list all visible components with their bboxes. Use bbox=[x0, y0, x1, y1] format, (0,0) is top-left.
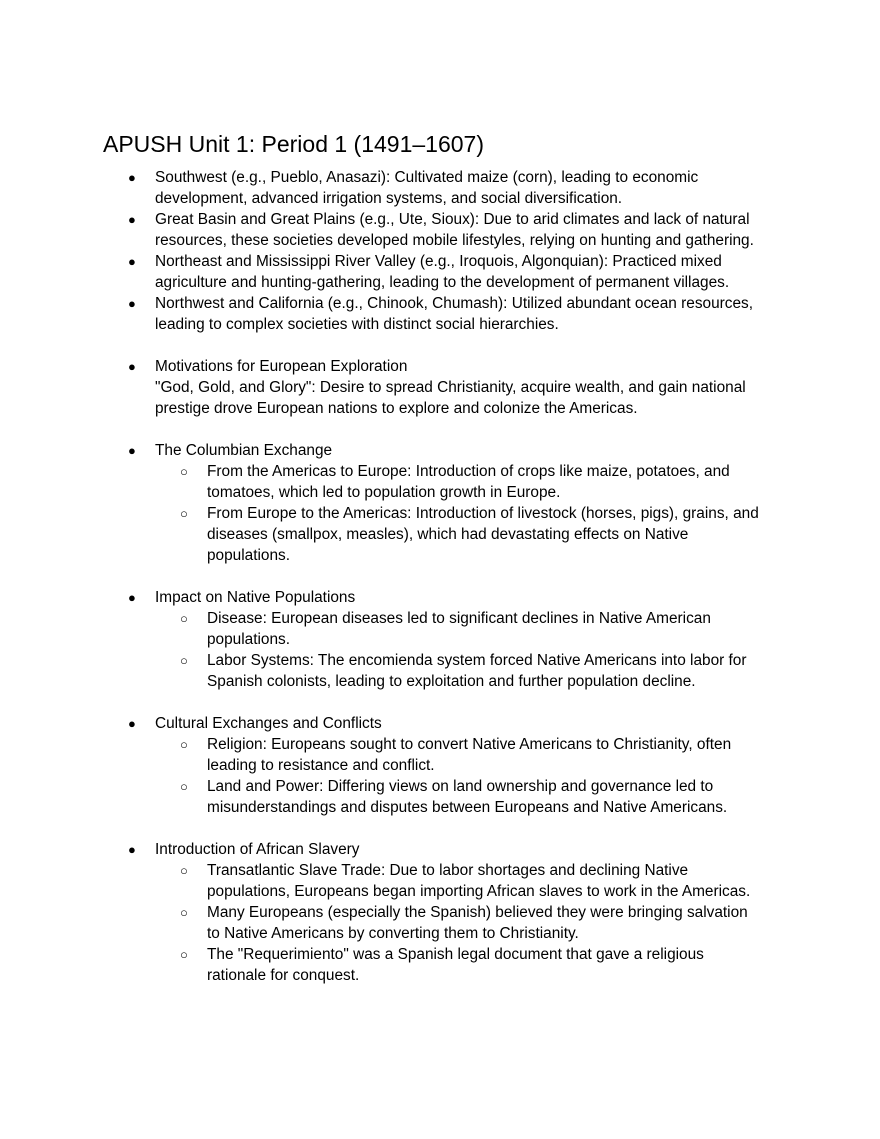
text-line: Many Europeans (especially the Spanish) believed they were bringing salvation bbox=[207, 904, 748, 921]
text-line: "God, Gold, and Glory": Desire to spread Christianity, acquire wealth, and gain national bbox=[155, 379, 746, 396]
circle-bullet-icon: ○ bbox=[180, 779, 188, 794]
list-item-region-southwest bbox=[0, 167, 880, 209]
bullet-icon: ● bbox=[128, 842, 136, 857]
bullet-icon: ● bbox=[128, 170, 136, 185]
text-line: resources, these societies developed mobile lifestyles, relying on hunting and gathering. bbox=[155, 232, 754, 249]
circle-bullet-icon: ○ bbox=[180, 947, 188, 962]
list-item-african-slavery bbox=[0, 839, 880, 860]
section-heading: Introduction of African Slavery bbox=[155, 841, 360, 858]
bullet-icon: ● bbox=[128, 254, 136, 269]
spacer bbox=[0, 566, 880, 587]
text-line: Great Basin and Great Plains (e.g., Ute, Sioux): Due to arid climates and lack of natural bbox=[155, 211, 750, 228]
text-line: Southwest (e.g., Pueblo, Anasazi): Cultivated maize (corn), leading to economic bbox=[155, 169, 699, 186]
text-line: rationale for conquest. bbox=[207, 967, 360, 984]
bullet-icon: ● bbox=[128, 716, 136, 731]
bullet-icon: ● bbox=[128, 590, 136, 605]
sub-list-item bbox=[0, 902, 880, 944]
text-line: Land and Power: Differing views on land ownership and governance led to bbox=[207, 778, 714, 795]
text-line: populations. bbox=[207, 631, 291, 648]
text-line: populations, Europeans began importing African slaves to work in the Americas. bbox=[207, 883, 751, 900]
sub-list-item bbox=[0, 944, 880, 986]
circle-bullet-icon: ○ bbox=[180, 737, 188, 752]
list-item-impact-native-populations bbox=[0, 587, 880, 608]
sub-list-item bbox=[0, 608, 880, 650]
text-line: leading to complex societies with distinct social hierarchies. bbox=[155, 316, 559, 333]
list-item-region-northwest bbox=[0, 293, 880, 335]
text-line: prestige drove European nations to explore and colonize the Americas. bbox=[155, 400, 638, 417]
sub-list-item bbox=[0, 503, 880, 566]
spacer bbox=[0, 335, 880, 356]
sub-list-item bbox=[0, 650, 880, 692]
bullet-icon: ● bbox=[128, 443, 136, 458]
circle-bullet-icon: ○ bbox=[180, 464, 188, 479]
section-heading: Motivations for European Exploration bbox=[155, 358, 408, 375]
list-item-cultural-exchanges bbox=[0, 713, 880, 734]
text-line: Transatlantic Slave Trade: Due to labor shortages and declining Native bbox=[207, 862, 689, 879]
text-line: Labor Systems: The encomienda system forced Native Americans into labor for bbox=[207, 652, 747, 669]
section-heading: Cultural Exchanges and Conflicts bbox=[155, 715, 382, 732]
circle-bullet-icon: ○ bbox=[180, 863, 188, 878]
circle-bullet-icon: ○ bbox=[180, 905, 188, 920]
text-line: From Europe to the Americas: Introduction of livestock (horses, pigs), grains, and bbox=[207, 505, 759, 522]
bullet-icon: ● bbox=[128, 359, 136, 374]
circle-bullet-icon: ○ bbox=[180, 506, 188, 521]
document-body bbox=[0, 167, 880, 986]
list-item-region-northeast bbox=[0, 251, 880, 293]
circle-bullet-icon: ○ bbox=[180, 611, 188, 626]
section-heading: The Columbian Exchange bbox=[155, 442, 333, 459]
text-line: populations. bbox=[207, 547, 291, 564]
page-title: APUSH Unit 1: Period 1 (1491–1607) bbox=[103, 131, 484, 157]
bullet-icon: ● bbox=[128, 296, 136, 311]
sub-list-item bbox=[0, 734, 880, 776]
text-line: to Native Americans by converting them to Christianity. bbox=[207, 925, 579, 942]
text-line: tomatoes, which led to population growth in Europe. bbox=[207, 484, 561, 501]
text-line: development, advanced irrigation systems, and social diversification. bbox=[155, 190, 623, 207]
text-line: From the Americas to Europe: Introduction of crops like maize, potatoes, and bbox=[207, 463, 730, 480]
bullet-icon: ● bbox=[128, 212, 136, 227]
text-line: misunderstandings and disputes between Europeans and Native Americans. bbox=[207, 799, 728, 816]
list-item-columbian-exchange bbox=[0, 440, 880, 461]
spacer bbox=[0, 419, 880, 440]
text-line: Spanish colonists, leading to exploitation and further population decline. bbox=[207, 673, 696, 690]
text-line: agriculture and hunting-gathering, leading to the development of permanent villages. bbox=[155, 274, 730, 291]
text-line: leading to resistance and conflict. bbox=[207, 757, 435, 774]
sub-list-item bbox=[0, 776, 880, 818]
text-line: Northwest and California (e.g., Chinook, Chumash): Utilized abundant ocean resources, bbox=[155, 295, 753, 312]
text-line: Religion: Europeans sought to convert Native Americans to Christianity, often bbox=[207, 736, 732, 753]
text-line: The "Requerimiento" was a Spanish legal document that gave a religious bbox=[207, 946, 704, 963]
circle-bullet-icon: ○ bbox=[180, 653, 188, 668]
section-heading: Impact on Native Populations bbox=[155, 589, 356, 606]
sub-list-item bbox=[0, 461, 880, 503]
list-item-motivations bbox=[0, 356, 880, 419]
text-line: Disease: European diseases led to significant declines in Native American bbox=[207, 610, 711, 627]
text-line: Northeast and Mississippi River Valley (e.g., Iroquois, Algonquian): Practiced mixed bbox=[155, 253, 722, 270]
spacer bbox=[0, 818, 880, 839]
sub-list-item bbox=[0, 860, 880, 902]
list-item-region-great-basin bbox=[0, 209, 880, 251]
text-line: diseases (smallpox, measles), which had devastating effects on Native bbox=[207, 526, 689, 543]
spacer bbox=[0, 692, 880, 713]
